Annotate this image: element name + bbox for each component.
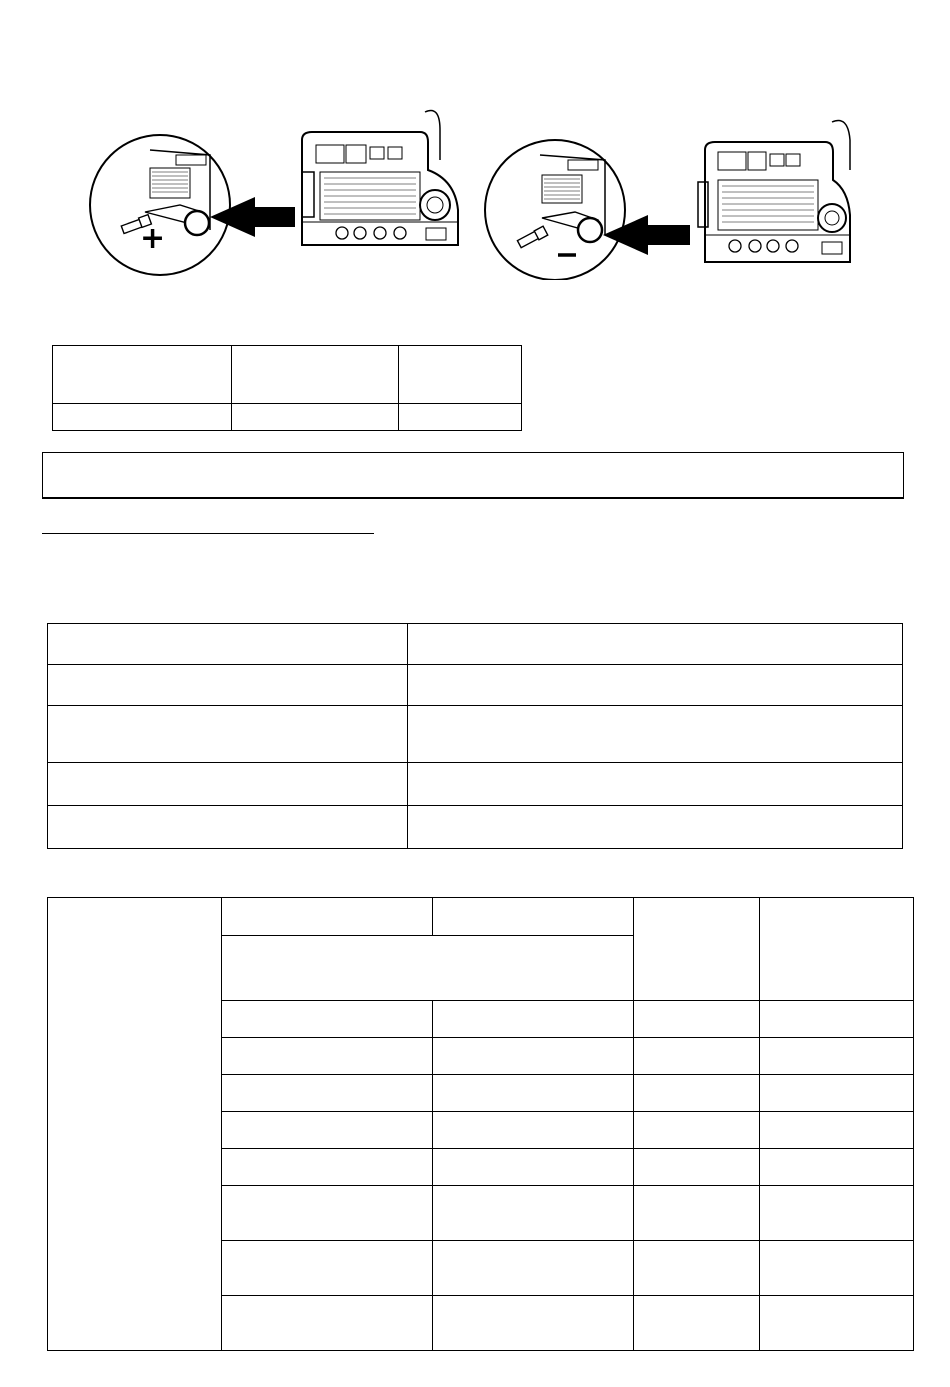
table-row	[48, 706, 903, 763]
table-cell	[399, 404, 522, 431]
table-cell	[433, 1186, 634, 1241]
table-cell	[760, 1186, 914, 1241]
table-cell	[399, 346, 522, 404]
header-cell-merged	[222, 936, 634, 1001]
header-cell	[760, 898, 914, 1001]
table-cell	[408, 806, 903, 849]
spec-table-small	[52, 345, 522, 431]
table-cell	[48, 763, 408, 806]
table-cell	[634, 1001, 760, 1038]
table-row	[48, 665, 903, 706]
wiring-illustration	[80, 100, 880, 280]
vent-grille-right	[722, 186, 814, 222]
table-cell	[408, 763, 903, 806]
table-cell	[760, 1149, 914, 1186]
table-cell	[433, 1038, 634, 1075]
header-cell	[433, 898, 634, 936]
table-cell	[408, 665, 903, 706]
table-cell	[232, 404, 399, 431]
table-cell	[433, 1241, 634, 1296]
table-cell	[222, 1112, 433, 1149]
positive-sign: +	[140, 221, 166, 256]
table-row	[53, 404, 522, 431]
table-cell	[48, 706, 408, 763]
table-cell	[48, 624, 408, 665]
table-cell	[48, 806, 408, 849]
table-cell	[760, 1112, 914, 1149]
magnifier-right-icon	[485, 140, 625, 280]
row-group-label	[48, 898, 222, 1351]
table-row	[48, 763, 903, 806]
table-cell	[408, 706, 903, 763]
table-cell	[634, 1112, 760, 1149]
table-cell	[53, 346, 232, 404]
table-cell	[433, 1075, 634, 1112]
table-cell	[634, 1075, 760, 1112]
table-cell	[222, 1075, 433, 1112]
table-cell	[222, 1001, 433, 1038]
table-cell	[760, 1075, 914, 1112]
table-cell	[634, 1186, 760, 1241]
table-cell	[222, 1186, 433, 1241]
table-cell	[433, 1001, 634, 1038]
inverter-left-icon	[302, 110, 458, 245]
header-cell	[634, 898, 760, 1001]
table-cell	[760, 1001, 914, 1038]
table-cell	[222, 1149, 433, 1186]
vent-grille-left	[324, 178, 416, 214]
table-cell	[53, 404, 232, 431]
table-cell	[433, 1149, 634, 1186]
table-cell	[760, 1241, 914, 1296]
table-cell	[222, 1038, 433, 1075]
table-cell	[634, 1296, 760, 1351]
table-row	[48, 806, 903, 849]
table-cell	[433, 1296, 634, 1351]
table-cell	[222, 1296, 433, 1351]
table-cell	[634, 1241, 760, 1296]
table-cell	[760, 1038, 914, 1075]
note-box	[42, 452, 904, 499]
table-cell	[634, 1149, 760, 1186]
table-cell	[634, 1038, 760, 1075]
table-header-row	[48, 898, 914, 936]
section-heading-underline	[42, 533, 374, 534]
table-cell	[760, 1296, 914, 1351]
table-cell	[408, 624, 903, 665]
table-cell	[433, 1112, 634, 1149]
spec-table-large	[47, 897, 914, 1351]
inverter-right-icon	[698, 120, 850, 262]
table-cell	[232, 346, 399, 404]
spec-table-medium	[47, 623, 903, 849]
table-cell	[222, 1241, 433, 1296]
table-cell	[48, 665, 408, 706]
table-row	[53, 346, 522, 404]
header-cell	[222, 898, 433, 936]
table-row	[48, 624, 903, 665]
